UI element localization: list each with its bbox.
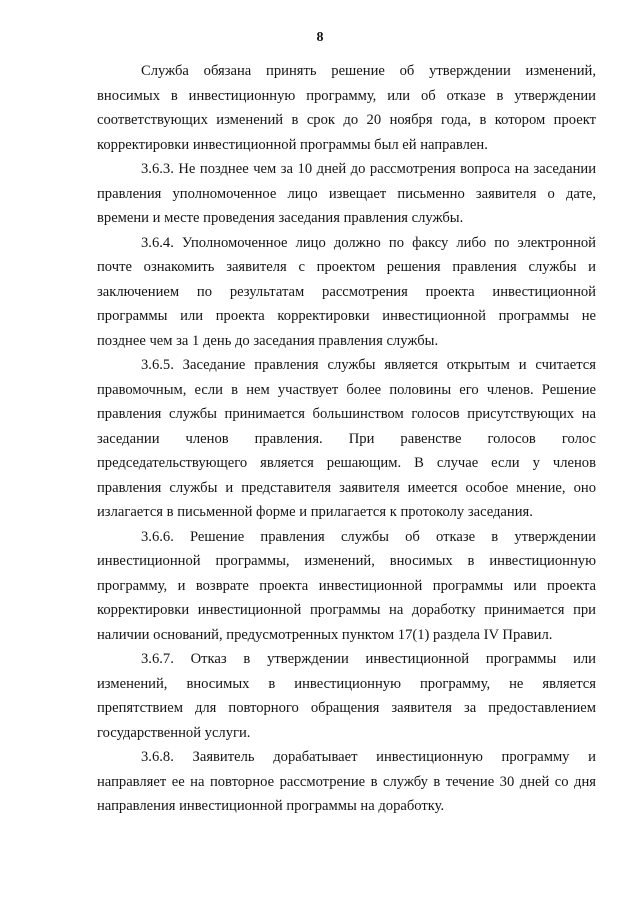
text-line: правления службы и представителя заявителя имеется особое мнение, оно <box>97 479 596 496</box>
text-line: программу, и возврате проекта инвестиционной программы или проекта <box>97 577 596 594</box>
paragraph-3-6-7 <box>97 647 596 745</box>
text-line: председательствующего является решающим. В случае если у членов <box>97 455 596 471</box>
text-line: правления службы принимается большинством голосов присутствующих на <box>97 406 596 422</box>
paragraph-3-6-6 <box>97 525 596 648</box>
text-line: 3.6.3. Не позднее чем за 10 дней до рассмотрения вопроса на заседании <box>141 161 596 177</box>
text-line: правления уполномоченное лицо извещает письменно заявителя о дате, <box>97 185 596 202</box>
paragraph-3-6-3 <box>97 157 596 231</box>
text-line: правомочным, если в нем участвует более половины его членов. Решение <box>97 381 596 398</box>
text-line: Служба обязана принять решение об утверждении изменений, <box>141 63 596 79</box>
paragraph-3-6-8 <box>97 745 596 819</box>
text-line: направляет ее на повторное рассмотрение в службу в течение 30 дней со дня <box>97 773 596 790</box>
text-line: корректировки инвестиционной программы был ей направлен. <box>97 136 488 153</box>
text-line: корректировки инвестиционной программы на доработку принимается при <box>97 602 596 618</box>
text-line: заседании членов правления. При равенстве голосов голос <box>97 430 596 447</box>
text-line: 3.6.5. Заседание правления службы является открытым и считается <box>141 357 596 373</box>
text-line: 3.6.8. Заявитель дорабатывает инвестиционную программу и <box>141 749 596 765</box>
text-line: наличии оснований, предусмотренных пунктом 17(1) раздела IV Правил. <box>97 626 553 643</box>
text-line: программы или проекта корректировки инвестиционной программы не <box>97 308 596 324</box>
text-line: 3.6.7. Отказ в утверждении инвестиционной программы или <box>141 651 596 667</box>
text-line: излагается в письменной форме и прилагается к протоколу заседания. <box>97 504 533 520</box>
text-line: вносимых в инвестиционную программу, или об отказе в утверждении <box>97 87 596 104</box>
text-line: направления инвестиционной программы на доработку. <box>97 798 445 814</box>
paragraph-3-6-4 <box>97 231 596 354</box>
text-line: инвестиционной программы, изменений, вносимых в инвестиционную <box>97 553 596 569</box>
paragraph-3-6-5 <box>97 353 596 525</box>
text-line: препятствием для повторного обращения заявителя за предоставлением <box>97 700 596 716</box>
page-number: 8 <box>316 30 324 45</box>
text-line: позднее чем за 1 день до заседания правления службы. <box>97 332 439 349</box>
text-line: времени и месте проведения заседания правления службы. <box>97 210 464 226</box>
text-line: почте ознакомить заявителя с проектом решения правления службы и <box>97 259 596 275</box>
document-body <box>97 59 596 819</box>
text-line: изменений, вносимых в инвестиционную программу, не является <box>97 675 596 692</box>
text-line: государственной услуги. <box>97 724 251 741</box>
paragraph-intro <box>97 59 596 157</box>
text-line: 3.6.4. Уполномоченное лицо должно по факсу либо по электронной <box>141 234 596 251</box>
text-line: соответствующих изменений в срок до 20 ноября года, в котором проект <box>97 112 596 128</box>
text-line: 3.6.6. Решение правления службы об отказе в утверждении <box>141 528 596 545</box>
text-line: заключением по результатам рассмотрения проекта инвестиционной <box>97 283 596 300</box>
